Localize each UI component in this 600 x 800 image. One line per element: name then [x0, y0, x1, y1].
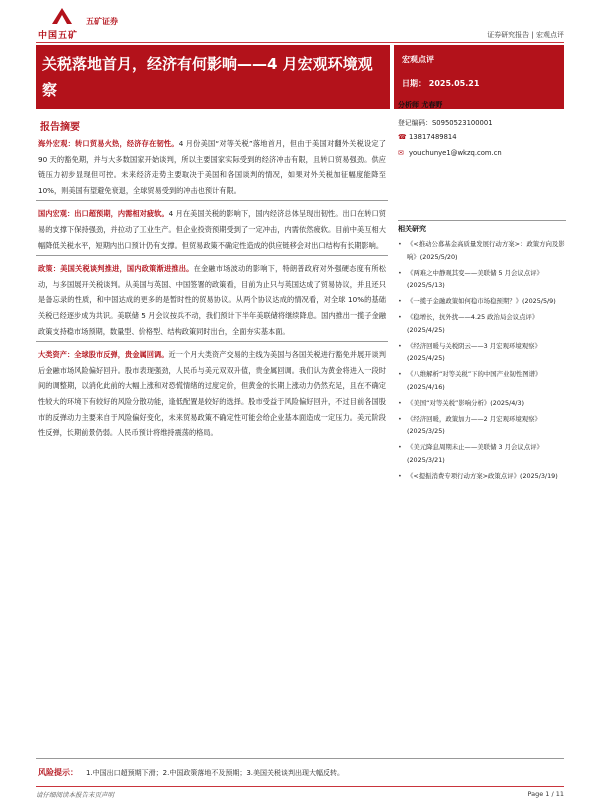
related-report-item[interactable] — [398, 441, 566, 467]
analyst-email[interactable] — [398, 149, 502, 157]
related-report-title[interactable]: 《两难之中静观其变——美联储 5 月会议点评》(2025/5/13) — [407, 268, 543, 290]
related-report-item[interactable] — [398, 311, 566, 337]
related-heading: 相关研究 — [398, 225, 426, 233]
analyst-registration: 登记编码：S0950523100001 — [398, 119, 493, 127]
summary-paragraph — [36, 345, 388, 441]
title-band — [36, 45, 390, 109]
risk-label: 风险提示： — [38, 768, 78, 777]
paragraph-lead: 政策：美国关税谈判推进，国内政策渐进推出。 — [38, 264, 194, 274]
bullet-icon: • — [398, 312, 402, 321]
bullet-icon: • — [398, 268, 402, 277]
report-type-nav: 证券研究报告 | 宏观点评 — [487, 31, 564, 39]
related-report-title[interactable]: 《<提振消费专项行动方案>政策点评》(2025/3/19) — [407, 471, 558, 480]
bullet-icon: • — [398, 240, 402, 248]
related-report-item[interactable] — [398, 470, 566, 483]
paragraph-body: 在金融市场波动的影响下，特朗普政府对外强硬态度有所松动，与多国展开关税谈判。从美国与英国、中国签署的政策看，目前为止只与英国达成了贸易协议，并且还只是备忘录的性质，和中国达成的更多的是暂时性的贸易协议。从两个协议达成的情况看，对全球 10%的基础关税已经逐步成为共识。美联储 5 月会议按兵不动，我们预计下半年美联储将继续降息。国内推出一揽子金融政策支持稳市场预期，数量型、价格型、结构政策同时出台，全面夯实基本面。 — [38, 264, 386, 336]
bullet-icon: • — [398, 297, 402, 306]
report-title: 关税落地首月，经济有何影响——4 月宏观环境观察 — [42, 55, 373, 99]
paragraph-divider — [36, 255, 388, 256]
summary-body — [36, 134, 388, 441]
footer-disclaimer: 请仔细阅读本报告末页声明 — [36, 791, 114, 799]
summary-paragraph — [36, 134, 388, 198]
related-report-title[interactable]: 《经济回暖，政策加力——2 月宏观环境观察》(2025/3/25) — [407, 414, 541, 436]
related-report-title[interactable]: 《<推动公募基金高质量发展行动方案>：政策方向及影响》(2025/5/20) — [407, 240, 565, 261]
bullet-icon: • — [398, 471, 402, 480]
bullet-icon: • — [398, 443, 402, 452]
phone-icon: ☎ — [398, 133, 407, 141]
risk-text: 1.中国出口超预期下滑；2.中国政策落地不及预期；3.美国关税谈判出现大幅反转。 — [86, 769, 345, 777]
paragraph-body: 4 月份美国“对等关税”落地首月，但由于美国对翻外关税设定了 90 天的豁免期，并与大多数国家开始谈判，所以主要国家实际受到的经济冲击有限，且转口贸易强劲。供应链压力初步显现但可控。未来经济走势主要取决于美国和各国谈判的情况，如果对外关税加征幅度能降至 10%，则美国有望避免衰退，全球贸易受到的冲击也预计有限。 — [38, 139, 386, 195]
summary-paragraph — [36, 259, 388, 339]
logo-text: 中国五矿 — [38, 31, 79, 41]
related-report-title[interactable]: 《八维解析“对等关税”下的中国产业韧性图谱》(2025/4/16) — [407, 370, 542, 391]
related-report-item[interactable] — [398, 397, 566, 410]
related-report-title[interactable]: 《经济回暖与关税阴云——3 月宏观环境观察》(2025/4/25) — [407, 341, 541, 363]
phone-number: 13817489814 — [409, 133, 457, 141]
logo-subtitle: 五矿证券 — [86, 17, 118, 26]
summary-heading: 报告摘要 — [40, 122, 80, 133]
related-report-title[interactable]: 《一揽子金融政策如何稳市场稳预期？》(2025/5/9) — [407, 297, 556, 306]
bullet-icon: • — [398, 398, 402, 407]
company-logo — [36, 6, 166, 40]
report-category: 宏观点评 — [402, 55, 434, 64]
related-report-item[interactable] — [398, 340, 566, 366]
bullet-icon: • — [398, 414, 402, 423]
related-report-item[interactable] — [398, 267, 566, 293]
paragraph-lead: 国内宏观：出口超预期，内需相对疲软。 — [38, 209, 169, 219]
bullet-icon: • — [398, 341, 402, 350]
paragraph-body: 近一个月大类资产交易的主线为美国与各国关税进行豁免并展开谈判后金融市场风险偏好回升。股市表现强劲，人民币与美元双双升值，贵金属回调。我们认为黄金将进入一段时间的调整期，以消化此前的大幅上涨和对恐慌情绪的过度定价，但黄金的长期上涨动力仍然充足，且在不确定性较大的环境下有较好的风险分散功能，逢低配置是较好的选择。股市受益于风险偏好回升，不过目前各国股市的反弹动力主要来自于风险偏好变化，未来贸易政策不确定性可能会给企业基本面造成一定压力。美元阶段性反弹，长期前景仍弱。人民币预计将维持震荡的格局。 — [38, 350, 386, 438]
email-icon: ✉ — [398, 149, 404, 157]
bullet-icon: • — [398, 370, 402, 379]
paragraph-divider — [36, 200, 388, 201]
logo-mark-icon — [50, 6, 74, 26]
header-divider — [36, 42, 564, 43]
related-report-title[interactable]: 《美元降息周期未止——美联储 3 月会议点评》(2025/3/21) — [407, 443, 543, 464]
related-report-title[interactable]: 《稳增长，抗外扰——4.25 政治局会议点评》(2025/4/25) — [407, 312, 539, 334]
analyst-name: 分析师 尤春野 — [398, 101, 443, 109]
risk-warning — [38, 767, 344, 778]
footer-divider — [36, 786, 564, 787]
paragraph-divider — [36, 341, 388, 342]
related-reports-list — [398, 238, 566, 486]
risk-divider — [36, 758, 564, 759]
analyst-phone — [398, 133, 457, 141]
report-date: 日期： 2025.05.21 — [402, 79, 480, 88]
related-report-item[interactable] — [398, 368, 566, 394]
paragraph-lead: 海外宏观：转口贸易火热，经济存在韧性。 — [38, 139, 179, 148]
paragraph-body: 4 月在美国关税的影响下，国内经济总体呈现出韧性。出口在转口贸易的支撑下保持强劲，并拉动了工业生产。但企业投资预期受到了一定冲击，内需依然疲软。目前中美互相大幅降低关税水平，短期内出口预计仍有支撑。但贸易政策不确定性造成的供应链移会对出口结构有长期影响。 — [38, 209, 386, 250]
related-report-item[interactable] — [398, 413, 566, 439]
page-number: Page 1 / 11 — [527, 790, 564, 798]
email-address[interactable]: youchunye1@wkzq.com.cn — [409, 149, 502, 157]
related-report-item[interactable] — [398, 238, 566, 264]
summary-paragraph — [36, 204, 388, 253]
related-divider — [398, 220, 566, 221]
related-report-item[interactable] — [398, 295, 566, 308]
paragraph-lead: 大类资产：全球股市反弹，贵金属回调。 — [38, 350, 169, 360]
related-report-title[interactable]: 《美国“对等关税”影响分析》(2025/4/3) — [407, 398, 524, 407]
